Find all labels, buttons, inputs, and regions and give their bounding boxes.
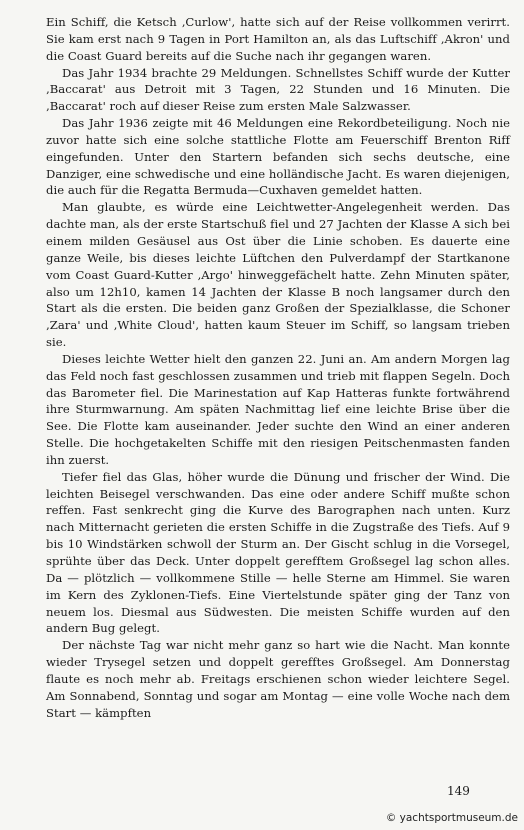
paragraph-3: Das Jahr 1936 zeigte mit 46 Meldungen eine Rekordbeteiligung. Noch nie zuvor hatte sich eine solche stattliche Flotte am Feuerschiff Brenton Riff eingefunden. Unter den Startern befanden sich sechs deutsche, eine Danziger, eine schwedische und eine holländische Jacht. Es waren diejenigen, die auch für die Regatta Bermuda—Cuxhaven gemeldet hatten.	[46, 116, 510, 198]
paragraph-5: Dieses leichte Wetter hielt den ganzen 22. Juni an. Am andern Morgen lag das Feld noch fast geschlossen zusammen und trieb mit flappen Segeln. Doch das Barometer fiel. Die Marinestation auf Kap Hatteras funkte fortwährend ihre Sturmwarnung. Am späten Nachmittag lief eine leichte Brise über die See. Die Flotte kam auseinander. Jeder suchte den Wind an einer anderen Stelle. Die hochgetakelten Schiffe mit den riesigen Peitschenmasten fanden ihn zuerst.	[46, 351, 510, 467]
paragraph-2: Das Jahr 1934 brachte 29 Meldungen. Schnellstes Schiff wurde der Kutter ‚Baccarat' aus Detroit mit 3 Tagen, 22 Stunden und 16 Minuten. Die ‚Baccarat' roch auf dieser Reise zum ersten Male Salzwasser.	[46, 65, 510, 114]
paragraph-6: Tiefer fiel das Glas, höher wurde die Dünung und frischer der Wind. Die leichten Beisegel verschwanden. Das eine oder andere Schiff mußte schon reffen. Fast senkrecht ging die Kurve des Barographen nach unten. Kurz nach Mitternacht gerieten die ersten Schiffe in die Zugstraße des Tiefs. Auf 9 bis 10 Windstärken schwoll der Sturm an. Der Gischt schlug in die Vorsegel, sprühte über das Deck. Unter doppelt gerefftem Großsegel lag schon alles. Da — plötzlich — vollkommene Stille — helle Sterne am Himmel. Sie waren im Kern des Zyklonen-Tiefs. Eine Viertelstunde später ging der Tanz von neuem los. Diesmal aus Südwesten. Die meisten Schiffe wurden auf den andern Bug gelegt.	[46, 469, 510, 636]
paragraph-4: Man glaubte, es würde eine Leichtwetter-Angelegenheit werden. Das dachte man, als der erste Startschuß fiel und 27 Jachten der Klasse A sich bei einem milden Gesäusel aus Ost über die Linie schoben. Es dauerte eine ganze Weile, bis dieses leichte Lüftchen den Pulverdampf der Startkanone vom Coast Guard-Kutter ‚Argo' hinweggefächelt hatte. Zehn Minuten später, also um 12h10, kamen 14 Jachten der Klasse B noch langsamer durch den Start als die ersten. Die beiden ganz Großen der Spezialklasse, die Schoner ‚Zara' und ‚White Cloud', hatten kaum Steuer im Schiff, so langsam trieben sie.	[46, 200, 510, 350]
page-number: 149	[447, 784, 470, 798]
paragraph-7: Der nächste Tag war nicht mehr ganz so hart wie die Nacht. Man konnte wieder Trysegel setzen und doppelt gerefftes Großsegel. Am Donnerstag flaute es noch mehr ab. Freitags erschienen schon wieder leichtere Segel. Am Sonnabend, Sonntag und sogar am Montag — eine volle Woche nach dem Start — kämpften	[46, 638, 510, 720]
copyright-notice: © yachtsportmuseum.de	[385, 812, 518, 824]
paragraph-1: Ein Schiff, die Ketsch ‚Curlow', hatte sich auf der Reise vollkommen verirrt. Sie kam erst nach 9 Tagen in Port Hamilton an, als das Luftschiff ‚Akron' und die Coast Guard bereits auf die Suche nach ihr gegangen waren.	[46, 15, 510, 63]
body-text	[46, 14, 510, 721]
